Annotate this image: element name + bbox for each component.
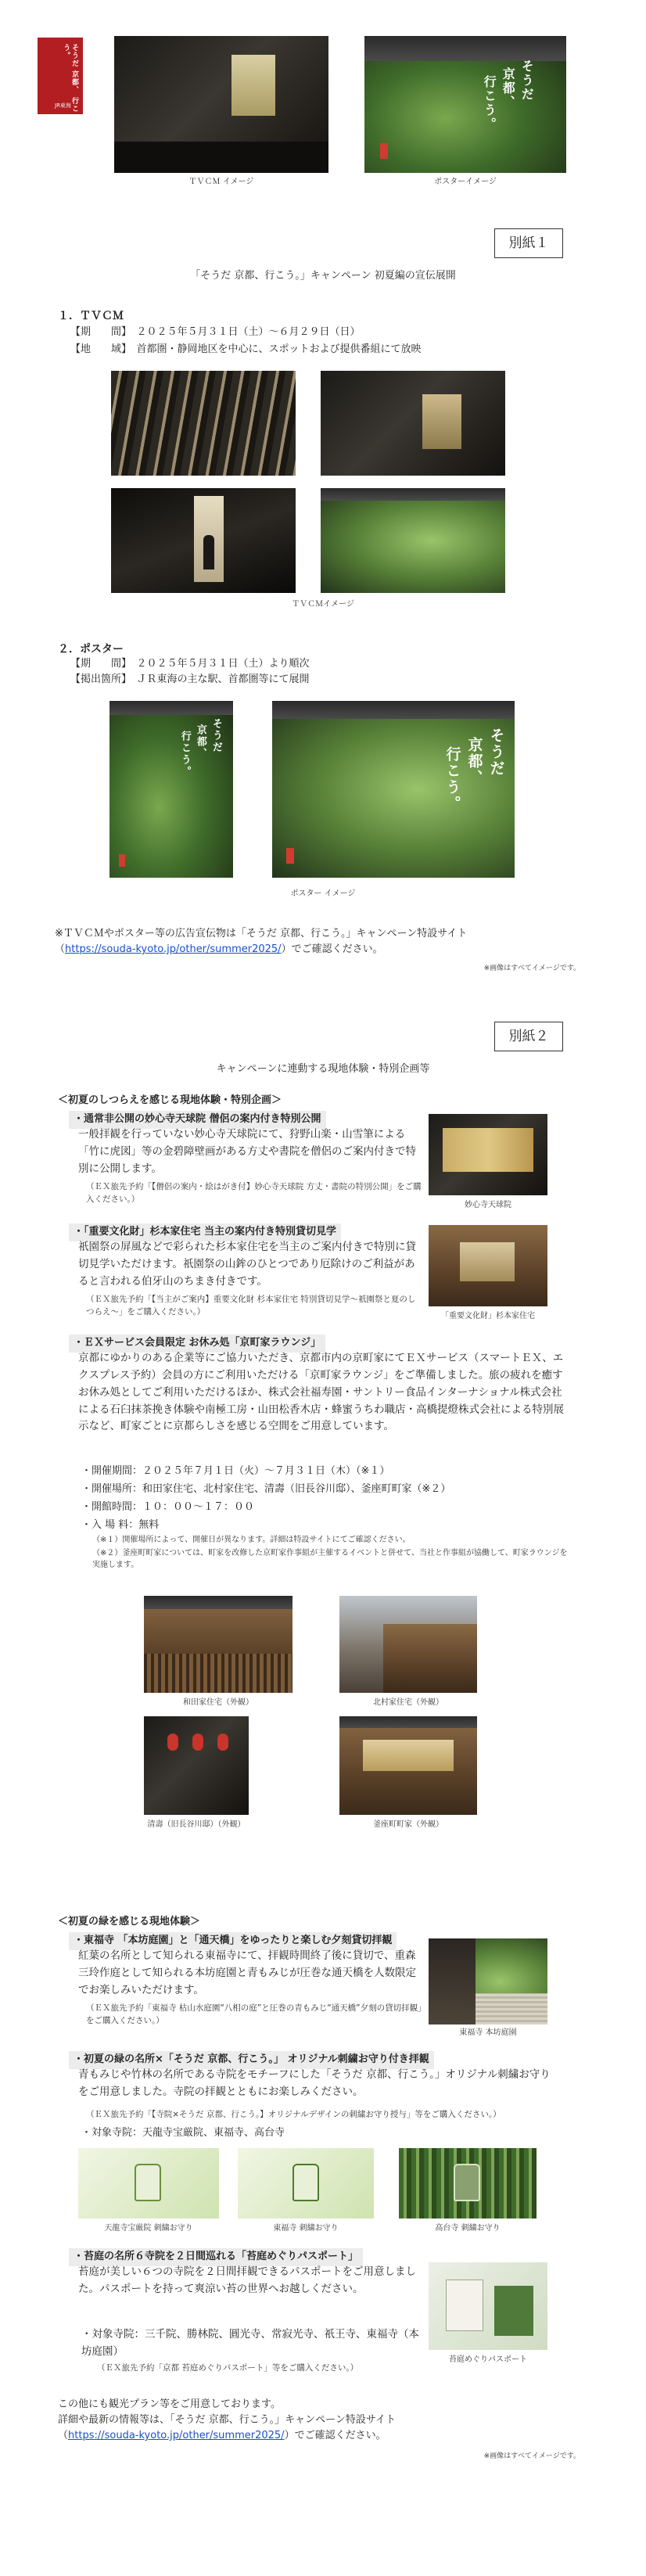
sec2-heading: ＜初夏の緑を感じる現地体験＞ (58, 1916, 201, 1928)
machiya-image-kamanza (339, 1716, 477, 1815)
sec2-item1-sub: （ＥＸ旅先予約「東福寺 枯山水庭園“八相の庭”と圧巻の青もみじ“通天橋”夕刻の貸切拝観」をご購入ください。） (86, 2003, 422, 2025)
tvcm-image-2 (321, 371, 505, 476)
annex1-image-note: ※画像はすべてイメージです。 (483, 965, 580, 972)
sec1-item2-sub: （ＥＸ旅先予約「【当主がご案内】重要文化財 杉本家住宅 特別貸切見学～祇園祭と夏のしつらえ～」をご購入ください。） (86, 1295, 416, 1317)
omamori-caption-tofukuji: 東福寺 刺繍お守り (273, 2224, 339, 2233)
sec1-item3-body: 京都にゆかりのある企業等にご協力いただき、京都市内の京町家にてＥＸサービス（スマートＥＸ、エクスプレス予約）会員の方にご利用いただける「京町家ラウンジ」をご準備しました。旅の疲れを癒すお休み処としてご利用いただけるほか、株式会社福寿園・サントリー食品インターナショナル株式会社による石臼抹茶挽き体験や南極工房・山田松香木店・蜂蜜うちわ職店・高橋提燈株式会社による特別展示など、町家ごとに京都らしさを感じる空間をご用意しています。 (78, 1352, 564, 1433)
sec1-item3-fee: ・入 場 料：無料 (81, 1519, 160, 1531)
sec1-item2-title: ・「重要文化財」杉本家住宅 当主の案内付き特別貸切見学 (69, 1223, 341, 1241)
sec2-item1-title: ・東福寺 「本坊庭園」と「通天橋」をゆったりと楽しむ夕刻貸切拝観 (69, 1932, 397, 1950)
poster-period: 【期 間】 ２０２５年５月３１日（土）より順次 (70, 658, 310, 670)
tvcm-heading: １．ＴＶＣＭ (58, 310, 124, 322)
top-poster-caption: ポスターイメージ (434, 178, 497, 186)
omamori-image-tofukuji (238, 2148, 374, 2219)
poster-image-1: そうだ 京都、 行こう。 (109, 701, 233, 878)
tvcm-image-4 (321, 488, 505, 593)
logo-mark: JR東海 (55, 102, 71, 109)
poster-place: 【掲出箇所】 ＪＲ東海の主な駅、首都圏等にて展開 (70, 674, 310, 685)
sec1-heading: ＜初夏のしつらえを感じる現地体験・特別企画＞ (58, 1094, 282, 1106)
omamori-image-kodaiji (399, 2148, 537, 2219)
footer-campaign-site-link[interactable]: https://souda-kyoto.jp/other/summer2025/ (68, 2430, 285, 2442)
poster-image-2: そうだ 京都、 行こう。 (272, 701, 515, 878)
sec1-item2-image (429, 1225, 547, 1306)
sec2-item3-title: ・苔庭の名所６寺院を２日間巡れる「苔庭めぐりパスポート」 (69, 2248, 363, 2266)
sec2-item1-caption: 東福寺 本坊庭園 (459, 2028, 517, 2037)
sec2-item3-targets: ・対象寺院：三千院、勝林院、圓光寺、常寂光寺、祇王寺、東福寺（本坊庭園） (81, 2328, 419, 2358)
sec1-item3-note1: （※１）開催場所によって、開催日が異なります。詳細は特設サイトにてご確認ください。 (92, 1536, 411, 1544)
top-poster-image: そうだ 京都、 行こう。 (364, 36, 566, 173)
sec1-item1-image (429, 1114, 547, 1195)
machiya-image-seiju (144, 1716, 249, 1815)
tvcm-period: 【期 間】 ２０２５年５月３１日（土）～６月２９日（日） (70, 326, 361, 338)
sec1-item1-body: 一般拝観を行っていない妙心寺天球院にて、狩野山楽・山雪筆による「竹に虎図」等の金碧障壁画がある方丈や書院を僧侶のご案内付きで特別に公開します。 (78, 1128, 416, 1175)
sec1-item2-body: 祇園祭の屏風などで彩られた杉本家住宅を当主のご案内付きで特別に貸切見学いただけます。祇園祭の山鉾のひとつであり厄除けのご利益があると言われる伯牙山のちまき付きです。 (78, 1241, 416, 1288)
annex2-footer: この他にも観光プラン等をご用意しております。 詳細や最新の情報等は、「そうだ 京都、行こう。」キャンペーン特設サイト （https://souda-kyoto.jp/other/summer2025/）でご確認ください。 (58, 2398, 396, 2442)
sec2-item2-sub: （ＥＸ旅先予約「【寺院×そうだ 京都、行こう。】オリジナルデザインの刺繍お守り授与」等をご購入ください。） (86, 2110, 501, 2119)
poster-caption: ポスター イメージ (290, 889, 356, 898)
omamori-caption-kodaiji: 高台寺 刺繍お守り (435, 2224, 501, 2233)
sec1-item3-title: ・ＥＸサービス会員限定 お休み処「京町家ラウンジ」 (69, 1335, 325, 1353)
machiya-caption-wada: 和田家住宅（外観） (183, 1698, 253, 1707)
sec2-item1-body: 紅葉の名所として知られる東福寺にて、拝観時間終了後に貸切で、重森三玲作庭として知られる本坊庭園と青もみじが圧巻な通天橋を人数限定でお楽しみいただけます。 (78, 1949, 416, 1996)
poster-heading: ２．ポスター (58, 643, 124, 656)
machiya-caption-kitamura: 北村家住宅（外観） (373, 1698, 443, 1707)
sec1-item3-period: ・開催期間：２０２５年７月１日（火）～７月３１日（木）（※１） (81, 1465, 390, 1477)
omamori-caption-hogon: 天龍寺宝厳院 刺繍お守り (104, 2224, 193, 2233)
top-tvcm-caption: ＴＶＣＭ イメージ (188, 178, 254, 186)
sec2-item2-targets: ・対象寺院：天龍寺宝厳院、東福寺、高台寺 (81, 2127, 285, 2139)
tvcm-image-3 (111, 488, 296, 593)
sec1-item1-caption: 妙心寺天球院 (465, 1201, 511, 1209)
sec1-item1-sub: （ＥＸ旅先予約「【僧侶の案内・絵はがき付】妙心寺天球院 方丈・書院の特別公開」をご購入ください。） (86, 1182, 422, 1204)
sec2-item3-image (429, 2262, 547, 2350)
logo-text: そうだ 京都、 行こう。 (62, 44, 78, 113)
sec1-item3-note2: （※２）釜座町町家については、町家を改修した京町家作事組が主催するイベントと併せて、当社と作事組が協働して、町家ラウンジを実施します。 (92, 1549, 568, 1569)
annex2-label: 別紙２ (494, 1022, 563, 1051)
sec1-item3-hours: ・開館時間：１０：００～１７：００ (81, 1501, 255, 1513)
sec1-item3-venues: ・開催場所：和田家住宅、北村家住宅、清壽（旧長谷川邸）、釜座町町家（※２） (81, 1483, 451, 1495)
annex2-title: キャンペーンに連動する現地体験・特別企画等 (216, 1063, 430, 1075)
tvcm-caption: ＴＶＣＭイメージ (292, 600, 354, 609)
sec2-item3-sub: （ＥＸ旅先予約「京都 苔庭めぐりパスポート」等をご購入ください。） (97, 2363, 359, 2373)
machiya-caption-seiju: 清壽（旧長谷川邸）（外観） (147, 1820, 246, 1829)
annex1-label: 別紙１ (494, 228, 563, 258)
machiya-image-kitamura (339, 1596, 477, 1693)
sec2-item3-caption: 苔庭めぐりパスポート (449, 2355, 527, 2364)
sec2-item2-title: ・初夏の緑の名所×「そうだ 京都、行こう。」 オリジナル刺繍お守り付き拝観 (69, 2051, 434, 2069)
annex1-note: ※ＴＶＣＭやポスター等の広告宣伝物は「そうだ 京都、行こう。」キャンペーン特設サイト （https://souda-kyoto.jp/other/summer2025/）でご確認ください。 (55, 928, 468, 956)
campaign-site-link[interactable]: https://souda-kyoto.jp/other/summer2025/ (65, 943, 282, 956)
tvcm-image-1 (111, 371, 296, 476)
sec1-item1-title: ・通常非公開の妙心寺天球院 僧侶の案内付き特別公開 (69, 1111, 326, 1129)
omamori-image-hogon (78, 2148, 219, 2219)
logo-card (38, 38, 83, 114)
top-tvcm-image (114, 36, 328, 173)
sec1-item2-caption: 「重要文化財」杉本家住宅 (441, 1312, 535, 1320)
sec2-item2-body: 青もみじや竹林の名所である寺院をモチーフにした「そうだ 京都、行こう。」オリジナル刺繍お守りをご用意しました。寺院の拝観とともにお楽しみください。 (78, 2068, 551, 2098)
machiya-caption-kamanza: 釜座町町家（外観） (373, 1820, 443, 1829)
annex2-image-note: ※画像はすべてイメージです。 (483, 2452, 580, 2460)
sec2-item3-body: 苔庭が美しい６つの寺院を２日間拝観できるパスポートをご用意しました。パスポートを持って爽涼い苔の世界へお越しください。 (78, 2265, 416, 2295)
annex1-title: 「そうだ 京都、行こう。」キャンペーン 初夏編の宣伝展開 (190, 270, 456, 282)
machiya-image-wada (144, 1596, 292, 1693)
tvcm-area: 【地 域】 首都圏・静岡地区を中心に、スポットおよび提供番組にて放映 (70, 343, 422, 355)
sec2-item1-image (429, 1938, 547, 2025)
